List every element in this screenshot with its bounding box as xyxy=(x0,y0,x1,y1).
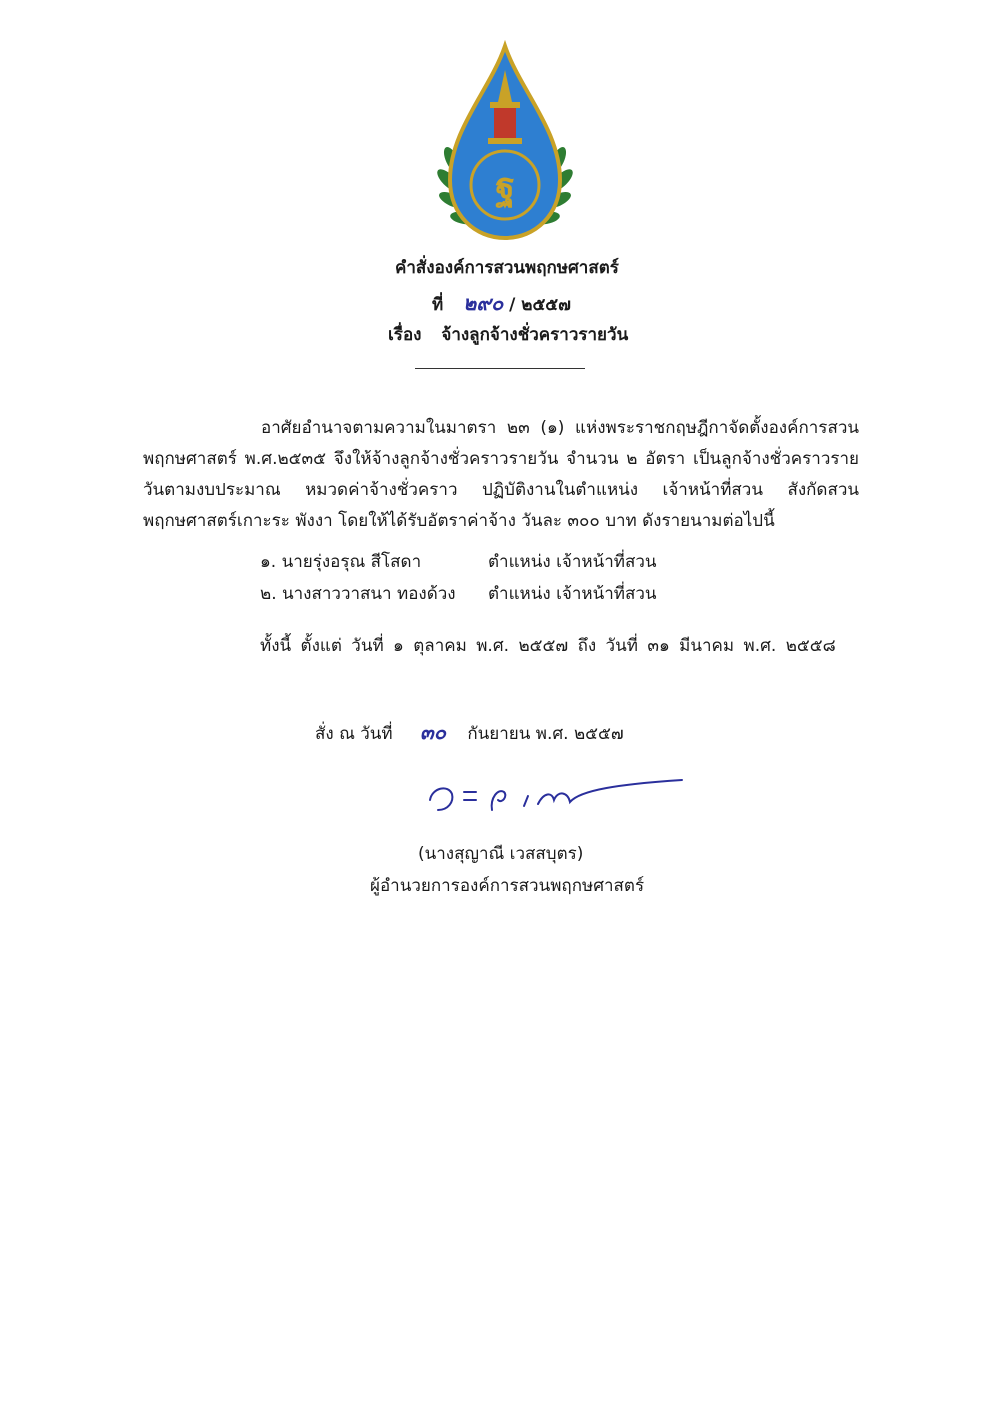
subject-line xyxy=(388,321,628,348)
employee-1-name: ๑. นายรุ่งอรุณ สีโสดา xyxy=(260,552,422,572)
order-date-suffix: กันยายน พ.ศ. ๒๕๕๗ xyxy=(467,724,624,744)
employee-2-position: ตำแหน่ง เจ้าหน้าที่สวน xyxy=(488,584,657,604)
subject-text: จ้างลูกจ้างชั่วคราวรายวัน xyxy=(441,325,629,345)
subject-label: เรื่อง xyxy=(388,325,422,345)
signature-icon xyxy=(420,770,690,820)
order-date-day-handwritten: ๓๐ xyxy=(420,720,446,744)
monogram-icon: ฐ xyxy=(495,165,515,207)
organization-logo xyxy=(430,40,580,250)
header-divider xyxy=(415,368,585,369)
body-paragraph-text: อาศัยอำนาจตามความในมาตรา ๒๓ (๑) แห่งพระราชกฤษฎีกาจัดตั้งองค์การสวนพฤกษศาสตร์ พ.ศ.๒๕๓๕ จึงให้จ้างลูกจ้างชั่วคราวรายวัน จำนวน ๒ อัตรา เป็นลูกจ้างชั่วคราวรายวันตามงบประมาณ หมวดค่าจ้างชั่วคราว ปฏิบัติงานในตำแหน่ง เจ้าหน้าที่สวน สังกัดสวนพฤกษศาสตร์เกาะระ พังงา โดยให้ได้รับอัตราค่าจ้าง วันละ ๓๐๐ บาท ดังรายนามต่อไปนี้ xyxy=(143,418,859,531)
order-number-handwritten: ๒๙๐ xyxy=(463,291,504,315)
order-number-prefix: ที่ xyxy=(432,295,444,315)
signer-name: (นางสุญาณี เวสสบุตร) xyxy=(418,844,584,864)
order-number xyxy=(432,287,571,319)
employee-1-position: ตำแหน่ง เจ้าหน้าที่สวน xyxy=(488,552,657,572)
signer-title: ผู้อำนวยการองค์การสวนพฤกษศาสตร์ xyxy=(370,876,645,896)
order-title: คำสั่งองค์การสวนพฤกษศาสตร์ xyxy=(395,258,619,278)
employment-period: ทั้งนี้ ตั้งแต่ วันที่ ๑ ตุลาคม พ.ศ. ๒๕๕๗ ถึง วันที่ ๓๑ มีนาคม พ.ศ. ๒๕๕๘ xyxy=(260,636,836,656)
order-date-prefix: สั่ง ณ วันที่ xyxy=(315,724,393,744)
employee-2-name: ๒. นางสาววาสนา ทองด้วง xyxy=(260,584,456,604)
body-paragraph xyxy=(143,413,859,537)
order-number-suffix: / ๒๕๕๗ xyxy=(509,295,571,315)
order-date xyxy=(315,716,624,750)
